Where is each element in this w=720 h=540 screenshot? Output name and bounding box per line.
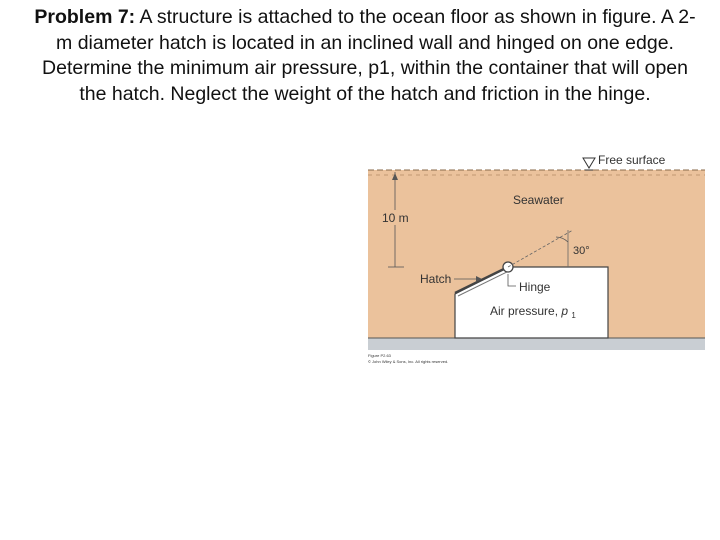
depth-label: 10 m (382, 211, 409, 225)
hatch-figure (368, 150, 708, 370)
figure-caption-line2: © John Wiley & Sons, Inc. All rights reserved. (368, 359, 449, 364)
figure-diagram (368, 150, 708, 370)
air-pressure-subscript: 1 (571, 311, 576, 320)
seawater-label: Seawater (513, 193, 564, 207)
problem-statement (30, 5, 700, 107)
ocean-floor (368, 338, 705, 350)
free-surface-marker-icon (583, 158, 595, 168)
air-pressure-symbol: p (561, 304, 569, 318)
angle-label: 30° (573, 245, 590, 257)
problem-label: Problem 7: (34, 6, 136, 28)
air-pressure-text: Air pressure, (490, 304, 562, 318)
hatch-label: Hatch (420, 272, 452, 286)
figure-caption-line1: Figure P2.63 (368, 353, 391, 358)
free-surface-label: Free surface (598, 153, 666, 167)
problem-text: A structure is attached to the ocean floor as shown in figure. A 2-m diameter hatch is located in an inclined wall and hinged on one edge. Determine the minimum air pressure, p1, within the container that will open the hatch. Neglect the weight of the hatch and friction in the hinge. (42, 6, 696, 105)
air-pressure-label (490, 304, 576, 320)
hinge-label: Hinge (519, 280, 551, 294)
